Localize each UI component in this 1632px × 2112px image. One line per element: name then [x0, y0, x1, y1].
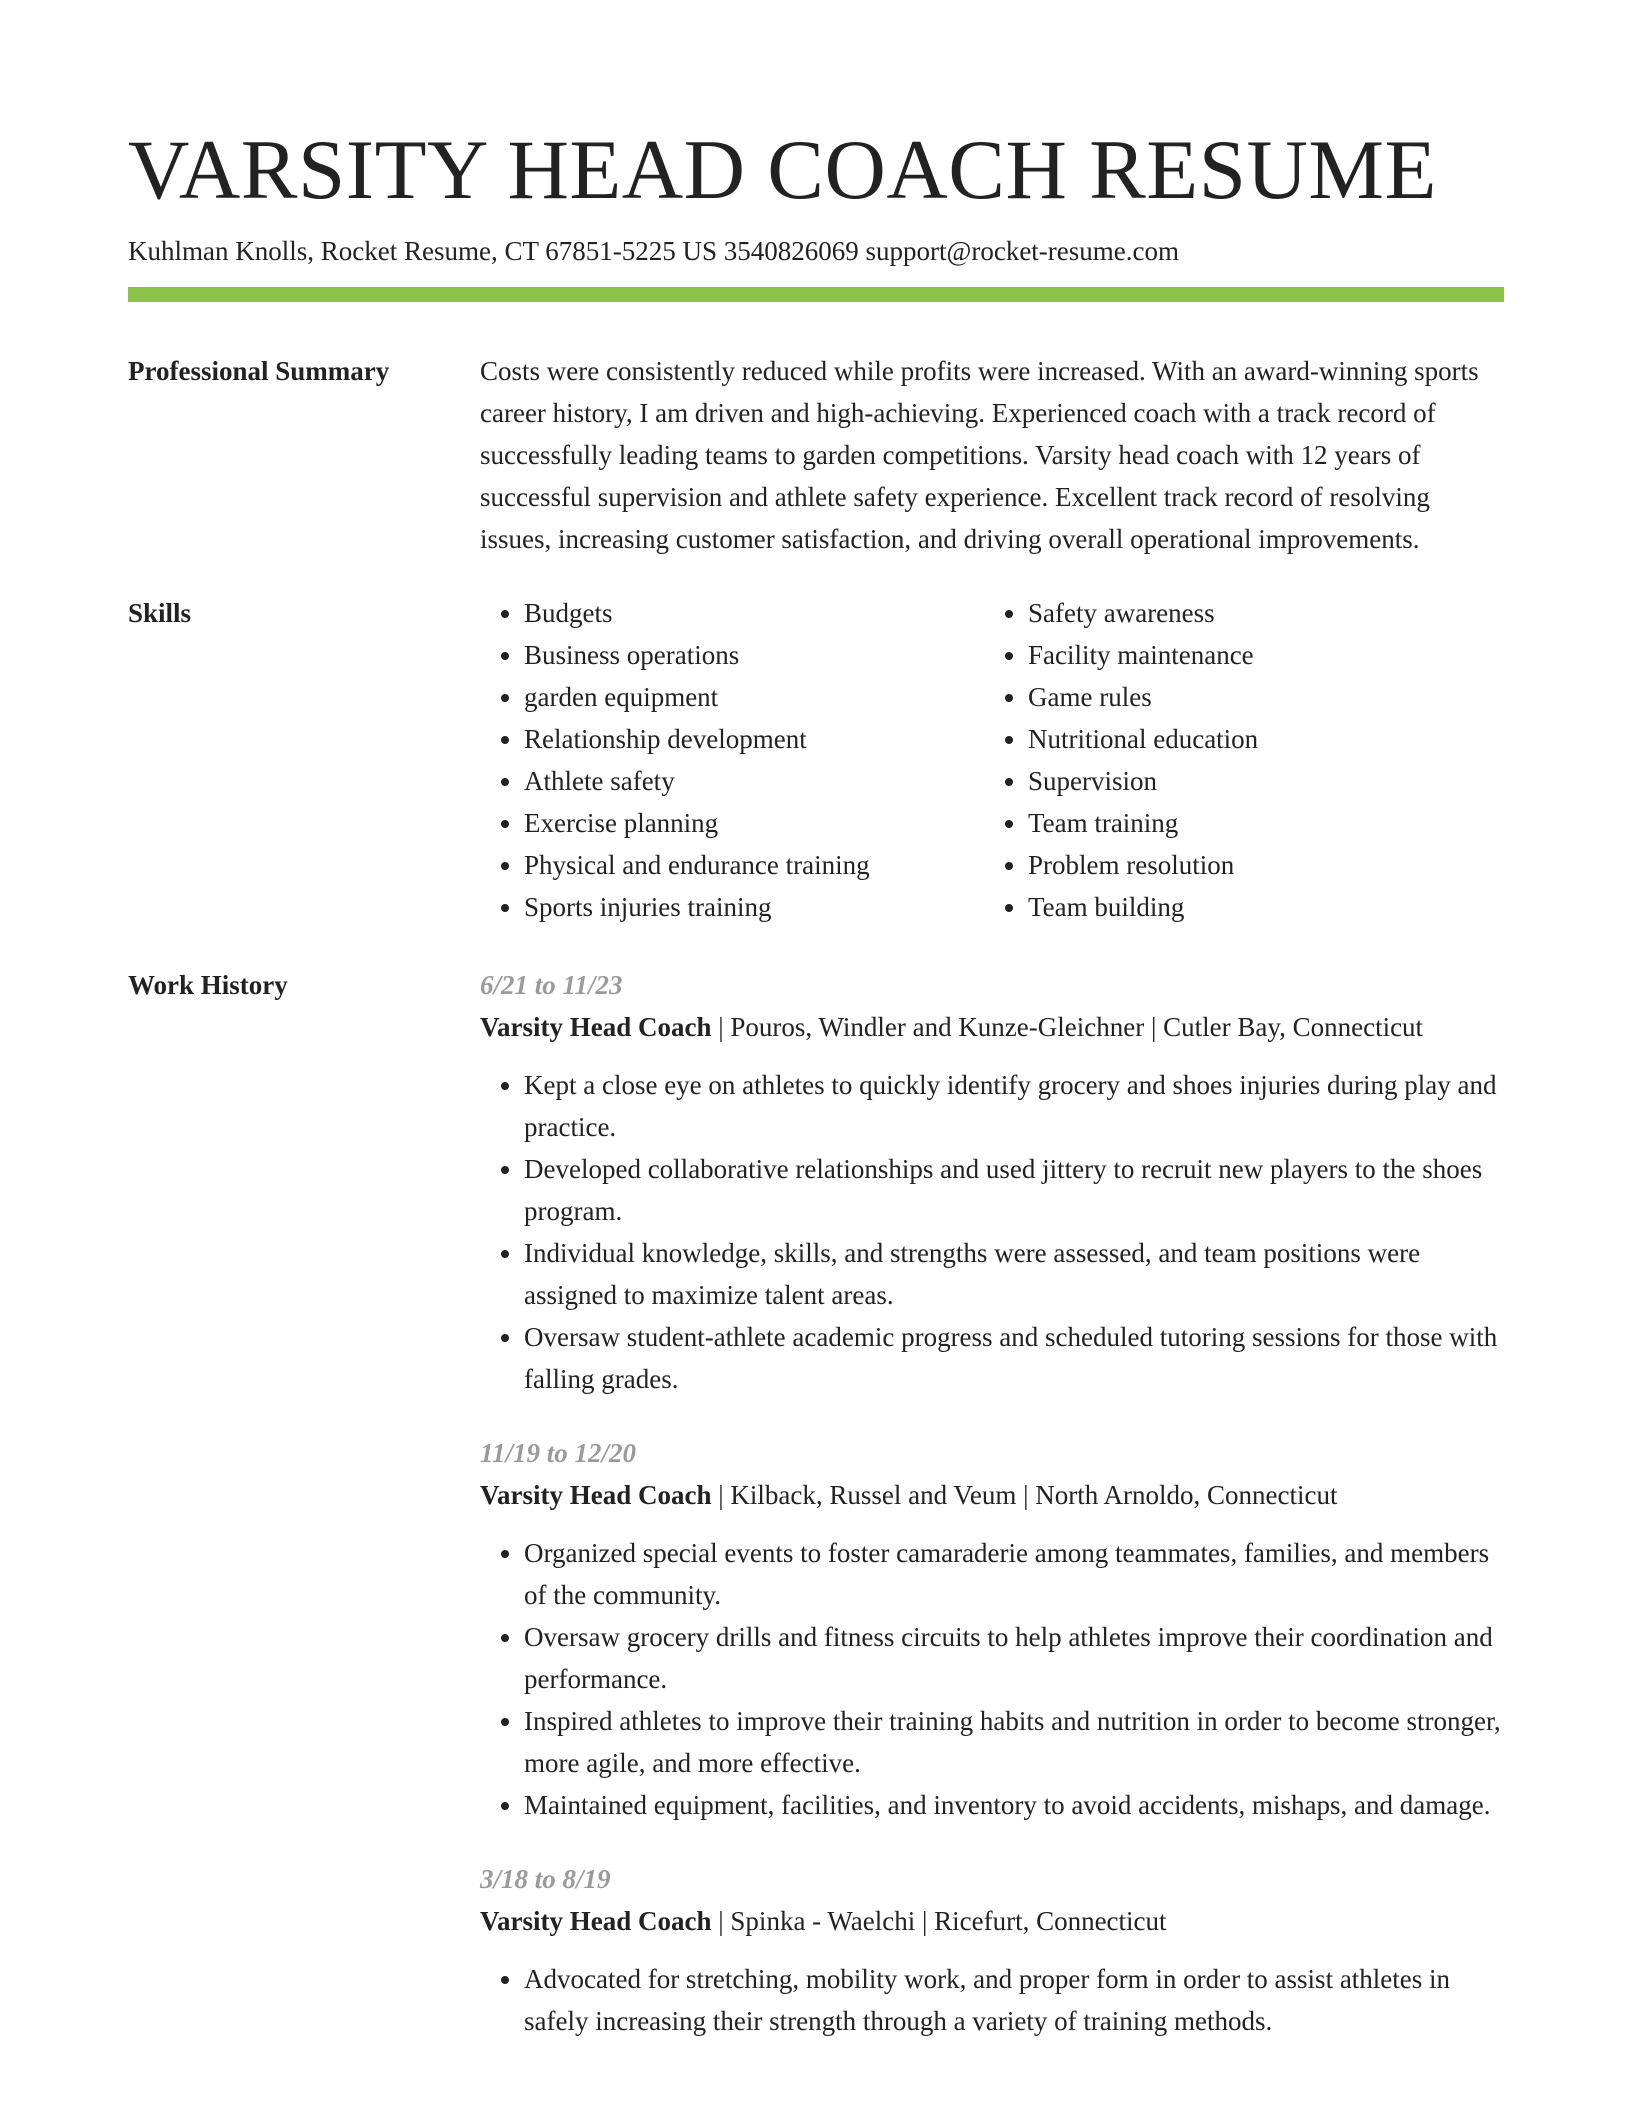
skills-list-left [480, 592, 984, 928]
job-title: Varsity Head Coach [480, 1480, 712, 1510]
job-entry [480, 1858, 1504, 2042]
professional-summary-section [128, 350, 1504, 560]
job-bullet: • Oversaw student-athlete academic progress and scheduled tutoring sessions for those with falling grades. [524, 1316, 1504, 1400]
job-heading [480, 1006, 1504, 1048]
summary-text: Costs were consistently reduced while profits were increased. With an award-winning sports career history, I am driven and high-achieving. Experienced coach with a track record of successfully leading teams to garden competitions. Varsity head coach with 12 years of successful supervision and athlete safety experience. Excellent track record of resolving issues, increasing customer satisfaction, and driving overall operational improvements. [480, 356, 1479, 554]
skill-item: • Team building [1028, 886, 1488, 928]
accent-divider [128, 287, 1504, 302]
skill-item: • garden equipment [524, 676, 984, 718]
job-bullet: • Oversaw grocery drills and fitness circuits to help athletes improve their coordination and performance. [524, 1616, 1504, 1700]
resume-title: VARSITY HEAD COACH RESUME [128, 123, 1437, 217]
job-bullets [480, 1532, 1504, 1826]
skill-item: • Facility maintenance [1028, 634, 1488, 676]
job-bullet: • Organized special events to foster camaraderie among teammates, families, and members of the community. [524, 1532, 1504, 1616]
job-heading [480, 1474, 1504, 1516]
skill-item: • Physical and endurance training [524, 844, 984, 886]
job-bullet: • Inspired athletes to improve their training habits and nutrition in order to become stronger, more agile, and more effective. [524, 1700, 1504, 1784]
skill-item: • Budgets [524, 592, 984, 634]
skills-section [128, 592, 1504, 928]
skill-item: • Exercise planning [524, 802, 984, 844]
skill-item: • Problem resolution [1028, 844, 1488, 886]
job-title: Varsity Head Coach [480, 1012, 712, 1042]
job-entry [480, 964, 1504, 1400]
job-dates: 6/21 to 11/23 [480, 970, 623, 1000]
job-bullet: • Kept a close eye on athletes to quickly identify grocery and shoes injuries during play and practice. [524, 1064, 1504, 1148]
work-history-body [480, 964, 1504, 2074]
job-bullets [480, 1958, 1504, 2042]
section-label-work: Work History [128, 970, 288, 1000]
section-label-summary: Professional Summary [128, 356, 390, 386]
job-employer-location: | Spinka - Waelchi | Ricefurt, Connecticut [711, 1906, 1167, 1936]
skill-item: • Safety awareness [1028, 592, 1488, 634]
skill-item: • Team training [1028, 802, 1488, 844]
resume-page [128, 0, 1504, 2074]
job-dates: 3/18 to 8/19 [480, 1864, 611, 1894]
skill-item: • Athlete safety [524, 760, 984, 802]
skill-item: • Supervision [1028, 760, 1488, 802]
skill-item: • Business operations [524, 634, 984, 676]
skill-item: • Game rules [1028, 676, 1488, 718]
job-bullet: • Advocated for stretching, mobility work, and proper form in order to assist athletes in safely increasing their strength through a variety of training methods. [524, 1958, 1504, 2042]
job-bullets [480, 1064, 1504, 1400]
job-dates: 11/19 to 12/20 [480, 1438, 637, 1468]
work-history-section [128, 964, 1504, 2074]
job-bullet: • Maintained equipment, facilities, and inventory to avoid accidents, mishaps, and damage. [524, 1784, 1504, 1826]
job-heading [480, 1900, 1504, 1942]
skill-item: • Relationship development [524, 718, 984, 760]
skills-columns [480, 592, 1504, 928]
job-employer-location: | Pouros, Windler and Kunze-Gleichner | Cutler Bay, Connecticut [711, 1012, 1424, 1042]
skill-item: • Sports injuries training [524, 886, 984, 928]
job-employer-location: | Kilback, Russel and Veum | North Arnoldo, Connecticut [711, 1480, 1338, 1510]
skills-list-right [984, 592, 1488, 928]
job-entry [480, 1432, 1504, 1826]
contact-line: Kuhlman Knolls, Rocket Resume, CT 67851-5225 US 3540826069 support@rocket-resume.com [128, 236, 1179, 266]
job-bullet: • Developed collaborative relationships and used jittery to recruit new players to the shoes program. [524, 1148, 1504, 1232]
job-bullet: • Individual knowledge, skills, and strengths were assessed, and team positions were assigned to maximize talent areas. [524, 1232, 1504, 1316]
section-label-skills: Skills [128, 598, 192, 628]
job-title: Varsity Head Coach [480, 1906, 712, 1936]
skill-item: • Nutritional education [1028, 718, 1488, 760]
